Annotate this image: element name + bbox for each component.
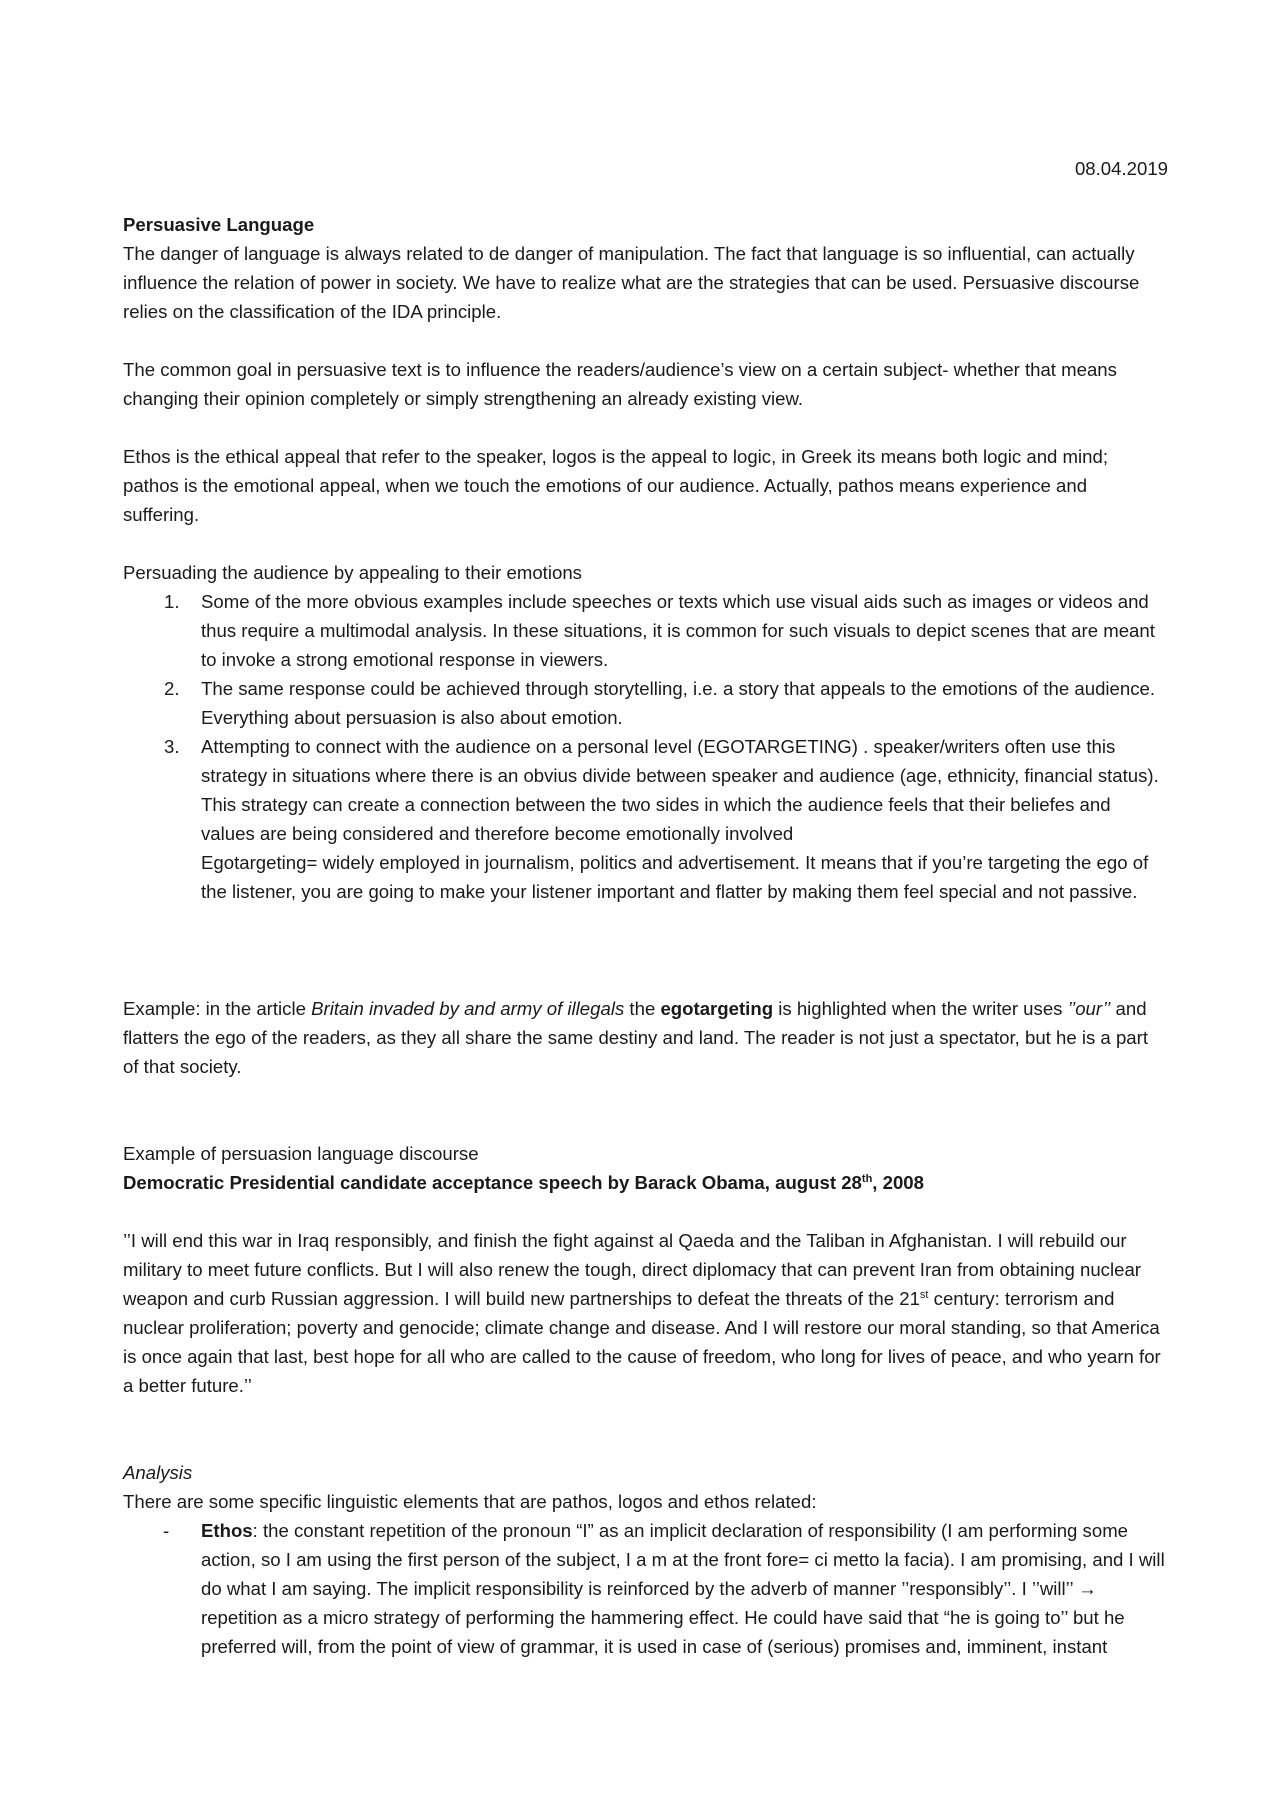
speech-quote-text	[123, 1226, 1168, 1400]
list-item	[123, 587, 1168, 674]
quote-part1: ’’I will end this war in Iraq responsibly, and finish the fight against al Qaeda and the Taliban in Afghanistan. I will rebuild our military to meet future conflicts. But I will also renew the tough, direct diplomacy that can prevent Iran from obtaining nuclear weapon and curb Russian aggression. I will build new partnerships to defeat the threats of the 21	[123, 1230, 1141, 1309]
speech-title-sup: th	[861, 1172, 873, 1185]
quote-part2: century: terrorism and nuclear proliferation; poverty and genocide; climate change and disease. And I will restore our moral standing, so that America is once again that last, best hope for all who are called to the cause of freedom, who long for lives of peace, and who yearn for a better future.’’	[123, 1288, 1161, 1396]
example-tail: and flatters the ego of the readers, as they all share the same destiny and land. The reader is not just a spectator, but he is a part of that society.	[123, 998, 1148, 1077]
speech-title-main: Democratic Presidential candidate acceptance speech by Barack Obama, august 28	[123, 1172, 862, 1193]
example-lead: Example: in the article	[123, 998, 312, 1019]
ethos-label: Ethos	[201, 1520, 253, 1541]
example-text	[123, 994, 1168, 1081]
ethos-text: : the constant repetition of the pronoun “I” as an implicit declaration of responsibility (I am performing some action, so I am using the first person of the subject, I a m at the front fore= ci metto la facia). I am promising, and I will do what I am saying. The implicit responsibility is reinforced by the adverb of manner ’’responsibly’’. I ’’will’’ → repetition as a micro strategy of performing the hammering effect. He could have said that “he is going to’’ but he preferred will, from the point of view of grammar, it is used in case of (serious) promises and, imminent, instant	[201, 1520, 1165, 1657]
speech-quote	[123, 1226, 1168, 1400]
list-number: 2.	[164, 678, 180, 699]
document-date: 08.04.2019	[1074, 158, 1168, 179]
example-paragraph	[123, 994, 1168, 1081]
quote-sup: st	[919, 1288, 929, 1301]
paragraph-ethos-logos-pathos	[123, 442, 1168, 529]
ethos-item	[123, 1516, 1168, 1661]
paragraph-ethos-logos-pathos-text: Ethos is the ethical appeal that refer to the speaker, logos is the appeal to logic, in Greek its means both logic and mind; pathos is the emotional appeal, when we touch the emotions of our audience. Actually, pathos means experience and suffering.	[123, 446, 1109, 525]
list-number: 1.	[164, 591, 180, 612]
example-mid1: the	[624, 998, 661, 1019]
speech-title	[123, 1168, 1168, 1197]
list-item-text: The same response could be achieved through storytelling, i.e. a story that appeals to the emotions of the audience. Everything about persuasion is also about emotion.	[201, 678, 1156, 728]
section-title: Persuasive Language	[123, 214, 315, 235]
example-mid2: is highlighted when the writer uses	[773, 998, 1068, 1019]
analysis-intro: There are some specific linguistic elements that are pathos, logos and ethos related:	[123, 1491, 817, 1512]
analysis-section	[123, 1458, 1168, 1661]
list-item-text: Some of the more obvious examples include speeches or texts which use visual aids such as images or videos and thus require a multimodal analysis. In these situations, it is common for such visuals to depict scenes that are meant to invoke a strong emotional response in viewers.	[201, 591, 1155, 670]
list-number: 3.	[164, 736, 180, 757]
example2-heading: Example of persuasion language discourse	[123, 1143, 479, 1164]
emotions-heading: Persuading the audience by appealing to their emotions	[123, 562, 582, 583]
intro-section	[123, 210, 1168, 326]
speech-section	[123, 1139, 1168, 1197]
emotions-section	[123, 558, 1168, 906]
list-item	[123, 732, 1168, 848]
bullet-dash: -	[163, 1520, 170, 1541]
example-keyword: egotargeting	[660, 998, 774, 1019]
speech-title-tail: , 2008	[872, 1172, 924, 1193]
list-item	[123, 674, 1168, 732]
list-item-text: Attempting to connect with the audience on a personal level (EGOTARGETING) . speaker/writers often use this strategy in situations where there is an obvius divide between speaker and audience (age, ethnicity, financial status). This strategy can create a connection between the two sides in which the audience feels that their beliefes and values are being considered and therefore become emotionally involved	[201, 736, 1159, 844]
paragraph-common-goal	[123, 355, 1168, 413]
paragraph-manipulation: The danger of language is always related to de danger of manipulation. The fact that language is so influential, can actually influence the relation of power in society. We have to realize what are the strategies that can be used. Persuasive discourse relies on the classification of the IDA principle.	[123, 243, 1140, 322]
egotargeting-definition: Egotargeting= widely employed in journalism, politics and advertisement. It means that if you’re targeting the ego of the listener, you are going to make your listener important and flatter by making them feel special and not passive.	[201, 852, 1149, 902]
analysis-heading: Analysis	[123, 1462, 193, 1483]
example-article-title: Britain invaded by and army of illegals	[311, 998, 625, 1019]
paragraph-common-goal-text: The common goal in persuasive text is to influence the readers/audience’s view on a certain subject- whether that means changing their opinion completely or simply strengthening an already existing view.	[123, 359, 1117, 409]
example-our: ’’our’’	[1067, 998, 1111, 1019]
emotions-list	[123, 587, 1168, 848]
